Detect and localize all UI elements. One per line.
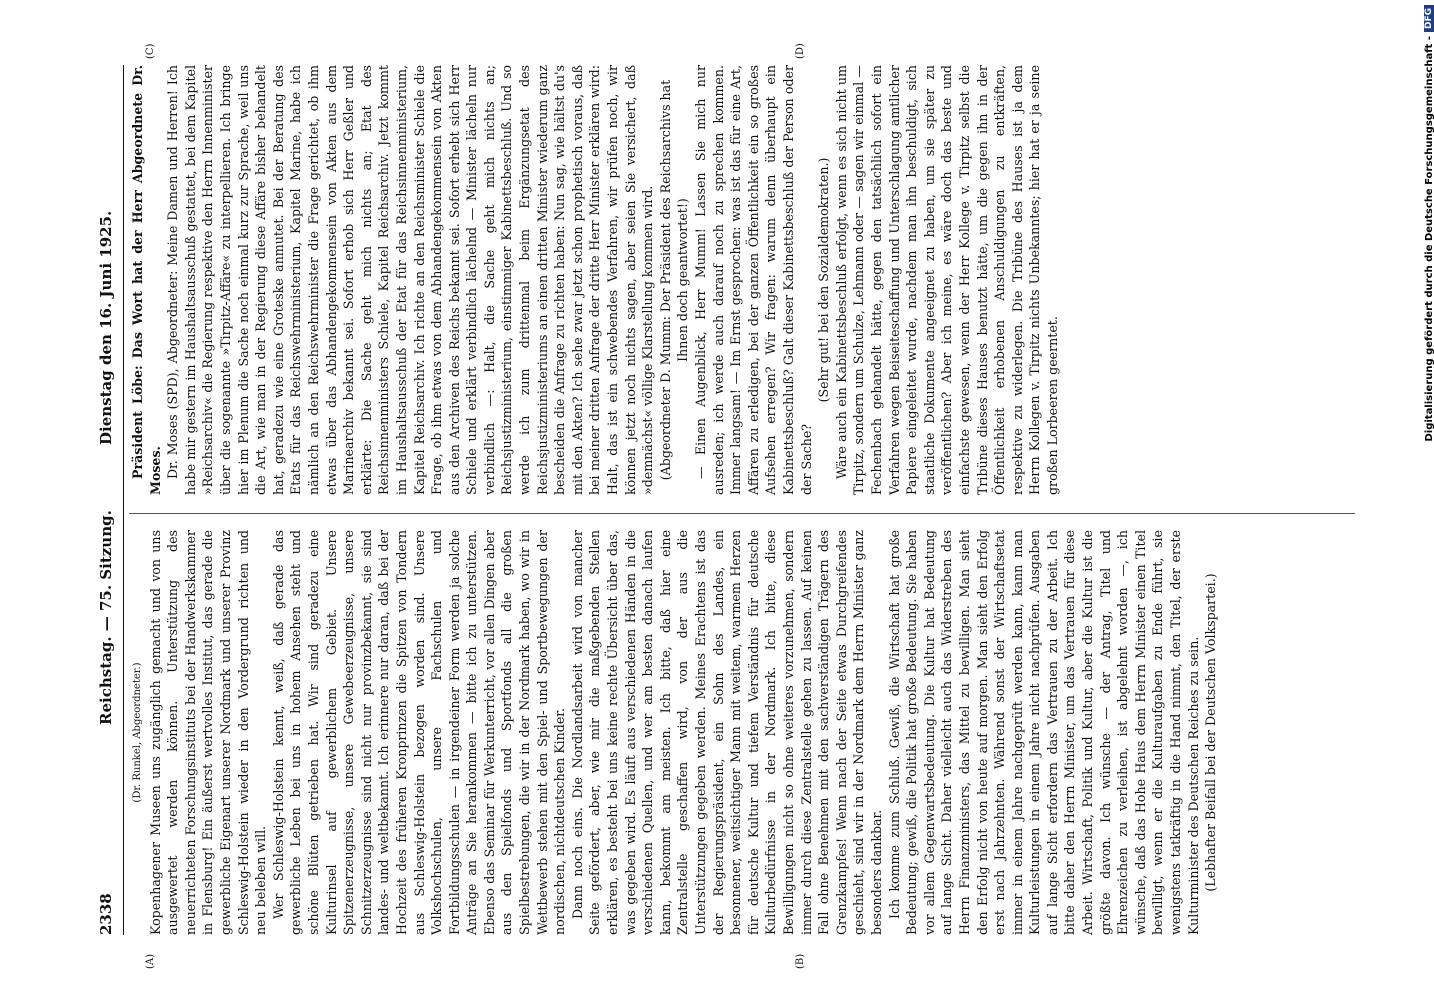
stamp-text: Digitalisierung gefördert durch die Deutsche Forschungsgemeinschaft - bbox=[1423, 36, 1434, 442]
column-divider bbox=[129, 513, 1355, 514]
president-remark: Präsident Löbe: Das Wort hat der Herr Abgeordnete Dr. Moses. bbox=[130, 65, 163, 495]
margin-label-d: (D) bbox=[795, 43, 806, 59]
paragraph-4: Ich komme zum Schluß. Gewiß, die Wirtschaft hat große Bedeutung; gewiß, die Politik hat große Bedeutung. Sie haben vor allem Gegenwartsbedeutung. Die Kultur hat Bedeutung auf lange Sicht. Daher vielleicht auch das Widerstreben des Herrn Finanzministers, das Mittel zu bewilligen. Man sieht den Erfolg nicht von heute auf morgen. Man sieht den Erfolg erst nach Jahrzehnten. Während sonst der Wirtschaftsetat immer in einem Jahre nachgeprüft werden kann, kann man Kulturleistungen in einem Jahre nicht nachprüfen. Ausgaben auf lange Sicht erfordern das Vertrauen zu der Arbeit. Ich bitte daher den Herrn Minister, um das Vertrauen für diese Arbeit. Wirtschaft, Politik und Kultur, aber die Kultur ist die größte davon. Ich wünsche — der Antrag, Titel und Ehrenzeichen zu verleihen, ist abgelehnt worden —, ich wünsche, daß das Hohe Haus dem Herrn Minister einen Titel bewilligt, wenn er die Kulturaufgaben zu Ende führt, sie wenigstens tatkräftig in die Hand nimmt, den Titel, der erste Kulturminister des Deutschen Reiches zu sein. bbox=[886, 530, 1201, 935]
margin-label-b: (B) bbox=[795, 953, 806, 969]
left-column bbox=[129, 530, 1355, 935]
paragraph-2: Wer Schleswig-Holstein kennt, weiß, daß gerade das gewerbliche Leben bei uns in hohem Ansehen steht und schöne Blüten getrieben hat. Wir sind geradezu eine Kulturinsel auf gewerblichem Gebiet. Unsere Spitzenerzeugnisse, unsere Gewebeerzeugnisse, unsere Schnitzerzeugnisse sind nicht nur provinzbekannt, sie sind landes- und weltbekannt. Ich erinnere nur daran, daß bei der Hochzeit des früheren Kronprinzen die Spitzen von Tondern aus Schleswig-Holstein bezogen worden sind. Unsere Volkshochschulen, unsere Fachschulen und Fortbildungsschulen — in irgendeiner Form werden ja solche Anträge an Sie herankommen — bitte ich zu unterstützen. Ebenso das Seminar für Werkunterricht, vor allen Dingen aber aus den Spielfonds und Sportfonds all die großen Spielbestrebungen, die wir in der Nordmark haben, wo wir in Wettbewerb stehen mit den Spiel- und Sportbewegungen der nordischen, nichtdeutschen Kinder. bbox=[270, 530, 568, 935]
paragraph-3: Dann noch eins. Die Nordlandsarbeit wird von mancher Seite gefördert, aber, wie mir die maßgebenden Stellen erklären, es besteht bei uns keine rechte Übersicht über das, was gegeben wird. Es läuft aus verschiedenen Händen in die verschiedenen Quellen, und wer am besten danach laufen kann, bekommt am meisten. Ich bitte, daß hier eine Zentralstelle geschaffen wird, von der aus die Unterstützungen gegeben werden. Meines Erachtens ist das der Regierungspräsident, ein Sohn des Landes, ein besonnener, weitsichtiger Mann mit weitem, warmem Herzen für deutsche Kultur und tiefem Verständnis für deutsche Kulturbedürfnisse in der Nordmark. Ich bitte, diese Bewilligungen nicht so ohne weiteres vorzunehmen, sondern immer durch diese Zentralstelle gehen zu lassen. Auf keinen Fall ohne Benehmen mit den sachverständigen Trägern des Grenzkampfes! Wenn nach der Seite etwas Durchgreifendes geschieht, sind wir in der Nordmark dem Herrn Minister ganz besonders dankbar. bbox=[569, 530, 884, 935]
applause-note: (Lebhafter Beifall bei der Deutschen Volkspartei.) bbox=[1203, 573, 1219, 892]
moses-reply: — Einen Augenblick, Herr Mumm! Lassen Sie mich nur ausreden; ich werde auch darauf noch zu sprechen kommen. Immer langsam! — Im Ernst gesprochen: was ist das für eine Art, Affären zu erledigen, bei der ganzen Öffentlichkeit ein so großes Aufsehen erregen? Wir fragen: warum denn überhaupt ein Kabinettsbeschluß? Galt dieser Kabinettsbeschluß der Person oder der Sache? bbox=[693, 65, 814, 495]
cheer-note: (Sehr gut! bei den Sozialdemokraten.) bbox=[816, 157, 832, 403]
speaker-continuation: (Dr. Runkel, Abgeordneter.) bbox=[132, 662, 143, 803]
paragraph-1: Kopenhagener Museen uns zugänglich gemacht und von uns ausgewertet werden können. Unterstützung des neuerrichteten Forschungsinstituts bei der Handwerkskammer in Flensburg! Ein äußerst wertvolles Institut, das gerade die gewerbliche Eigenart unserer Nordmark und unserer Provinz Schleswig-Holstein wieder in den Vordergrund richten und neu beleben will. bbox=[147, 530, 269, 935]
page-header bbox=[95, 65, 124, 935]
session-title: Reichstag. — 75. Sitzung. bbox=[97, 510, 115, 725]
page-number: 2338 bbox=[97, 893, 115, 935]
interjection: (Abgeordneter D. Mumm: Der Präsident des Reichsarchivs hat Ihnen doch geantwortet!) bbox=[657, 79, 691, 481]
moses-speech: Dr. Moses (SPD), Abgeordneter: Meine Damen und Herren! Ich habe mir gestern im Haushaltsausschuß gestattet, bei dem Kapitel »Reichsarchiv« die Regierung respektive den Herrn Innenminister über die sogenannte »Tirpitz-Affäre« zu interpellieren. Ich bringe hier im Plenum die Sache noch einmal kurz zur Sprache, weil uns die Art, wie man in der Regierung diese Affäre bisher behandelt hat, geradezu wie eine Groteske anmutet. Bei der Beratung des Etats für das Reichswehrministerium, Kapitel Marine, habe ich nämlich an den Reichswehrminister die Frage gerichtet, ob ihm etwas über das Abhandengekommensein von Akten aus dem Marinearchiv bekannt sei. Sofort erhob sich Herr Geßler und erklärte: Die Sache geht mich nichts an; Etat des Reichsinnenministers Schiele, Kapitel Reichsarchiv. Jetzt kommt im Haushaltsausschuß der Etat für das Reichsinnenministerium, Kapitel Reichsarchiv. Ich richte an den Reichsminister Schiele die Frage, ob ihm etwas von dem Abhandengekommensein von Akten aus den Archiven des Reichs bekannt sei. Sofort erhebt sich Herr Schiele und erklärt verbindlich lächelnd — Minister lächeln nur verbindlich —: Halt, die Sache geht mich nichts an; Reichsjustizministerium, einstimmiger Kabinettsbeschluß. Und so werde ich zum drittenmal beim Ergänzungsetat des Reichsjustizministeriums an einen dritten Minister wiederum ganz bescheiden die Anfrage zu richten haben: Nun sag, wie hältst du's mit den Akten? Ich sehe zwar jetzt schon prophetisch voraus, daß bei meiner dritten Anfrage der dritte Herr Minister erklären wird: Halt, das ist ein schwebendes Verfahren, wir prüfen noch, wir können jetzt noch nichts sagen, aber seien Sie versichert, daß »demnächst« völlige Klarstellung kommen wird. bbox=[165, 65, 656, 495]
margin-label-a: (A) bbox=[145, 953, 156, 969]
right-column bbox=[129, 65, 1355, 495]
dfg-logo: DFG bbox=[1424, 5, 1434, 32]
dfg-stamp bbox=[1420, 5, 1434, 995]
session-date: Dienstag den 16. Juni 1925. bbox=[97, 210, 115, 445]
moses-closing: Wäre auch ein Kabinettsbeschluß erfolgt, wenn es sich nicht um Tirpitz, sondern um Schulze, Lehmann oder — sagen wir einmal — Fechenbach gehandelt hätte, gegen den tatsächlich sofort ein Verfahren wegen Beiseiteschaffung und Unterschlagung amtlicher Papiere eingeleitet wurde, nachdem man ihn beschuldigt, sich staatliche Dokumente angeeignet zu haben, um sie später zu veröffentlichen? Aber ich meine, es wäre doch das beste und einfachste gewesen, wenn der Herr Kollege v. Tirpitz selbst die Tribüne dieses Hauses benutzt hätte, um die gegen ihn in der Öffentlichkeit erhobenen Anschuldigungen zu entkräften, respektive zu widerlegen. Die Tribüne des Hauses ist ja dem Herrn Kollegen v. Tirpitz nichts Unbekanntes; hier hat er ja seine großen Lorbeeren geerntet. bbox=[833, 65, 1060, 495]
rotated-page bbox=[95, 43, 1355, 969]
margin-label-c: (C) bbox=[145, 43, 156, 59]
